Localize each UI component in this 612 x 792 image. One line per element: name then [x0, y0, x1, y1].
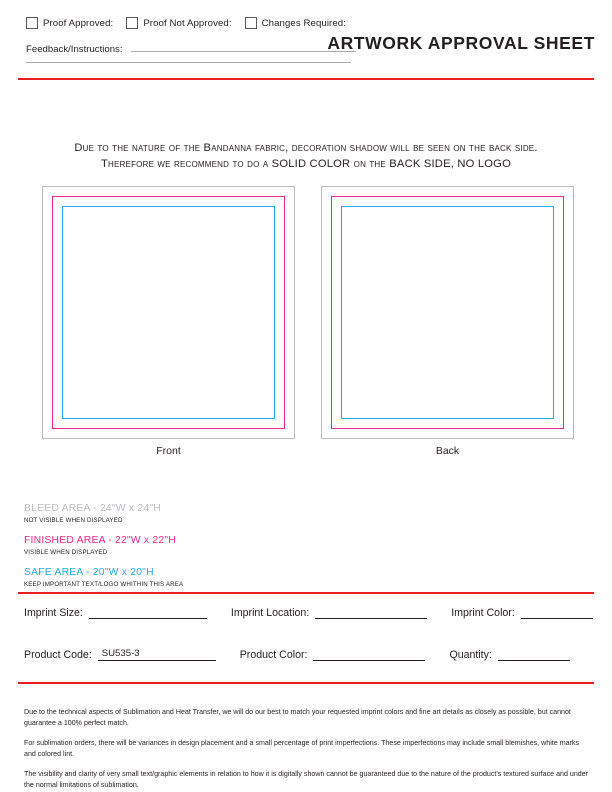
field-imprint-location[interactable]	[231, 606, 427, 619]
safe-area-box-front	[62, 206, 275, 419]
bandanna-notice	[0, 140, 612, 172]
legend-item-bleed	[24, 503, 354, 525]
label-product-color: Product Color:	[239, 649, 308, 661]
divider-top	[18, 78, 594, 80]
disclaimer-paragraph-3: The visibility and clarity of very small text/graphic elements in relation to how it is digitally shown cannot be guaranteed due to the nature of the product's textured surface and under the normal limitations of sublimation.	[24, 770, 589, 789]
divider-bottom	[18, 682, 594, 684]
feedback-input-line-1[interactable]	[131, 51, 356, 52]
legend-sub-bleed: NOT VISIBLE WHEN DISPLAYED	[24, 517, 123, 524]
label-quantity: Quantity:	[449, 649, 492, 661]
field-imprint-size[interactable]	[24, 606, 207, 619]
legend-item-safe	[24, 567, 354, 589]
feedback-row	[26, 44, 356, 55]
field-imprint-color[interactable]	[451, 606, 593, 619]
field-quantity[interactable]	[449, 648, 569, 661]
input-imprint-size[interactable]	[89, 606, 207, 619]
area-legend	[24, 503, 354, 589]
disclaimer-paragraph-1: Due to the technical aspects of Sublimation and Heat Transfer, we will do our best to match your requested imprint colors and fine art details as closely as possible, but cannot guarantee a 100% perfect match.	[24, 708, 571, 727]
label-imprint-color: Imprint Color:	[451, 607, 515, 619]
page-title: ARTWORK APPROVAL SHEET	[327, 33, 595, 53]
form-row-1	[24, 606, 588, 619]
input-imprint-color[interactable]	[521, 606, 593, 619]
feedback-input-line-2[interactable]	[26, 62, 351, 63]
feedback-label: Feedback/Instructions:	[26, 44, 123, 55]
bleed-area-box-back	[321, 186, 574, 439]
finished-area-box-back	[331, 196, 564, 429]
approval-checkbox-row	[26, 17, 359, 29]
checkbox-group-changes-required[interactable]	[245, 17, 346, 29]
disclaimer-section	[24, 700, 590, 790]
field-product-color[interactable]	[240, 648, 426, 661]
label-imprint-location: Imprint Location:	[230, 607, 310, 619]
input-product-code[interactable]	[98, 648, 216, 661]
label-product-code: Product Code:	[24, 649, 92, 661]
legend-sub-safe: KEEP IMPORTANT TEXT/LOGO WHITHIN THIS AREA	[24, 581, 184, 588]
input-imprint-location[interactable]	[315, 606, 427, 619]
notice-line-2: Therefore we recommend to do a SOLID COLOR on the BACK SIDE, NO LOGO	[101, 158, 511, 170]
disclaimer-paragraph-2: For sublimation orders, there will be variances in design placement and a small percentage of print imperfections. These imperfections may include small blemishes, white marks and colored lint.	[24, 739, 580, 758]
field-product-code[interactable]	[24, 648, 216, 661]
legend-title-safe: SAFE AREA - 20"W x 20"H	[24, 567, 154, 578]
header	[0, 0, 612, 72]
divider-middle	[18, 592, 594, 594]
checkbox-label-proof-approved: Proof Approved:	[43, 17, 114, 29]
input-quantity[interactable]	[498, 648, 570, 661]
label-imprint-size: Imprint Size:	[24, 607, 83, 619]
checkbox-proof-approved[interactable]	[26, 17, 38, 29]
form-row-2	[24, 648, 588, 661]
finished-area-box-front	[52, 196, 285, 429]
checkbox-group-proof-not-approved[interactable]	[126, 17, 231, 29]
value-product-code: SU535-3	[101, 648, 140, 659]
checkbox-label-changes-required: Changes Required:	[261, 17, 346, 29]
checkbox-label-proof-not-approved: Proof Not Approved:	[143, 17, 232, 29]
legend-item-finished	[24, 535, 354, 557]
artwork-panel-front	[42, 186, 295, 457]
panel-caption-front: Front	[156, 445, 181, 457]
legend-sub-finished: VISIBLE WHEN DISPLAYED	[24, 549, 108, 556]
checkbox-proof-not-approved[interactable]	[126, 17, 138, 29]
legend-title-finished: FINISHED AREA - 22"W x 22"H	[24, 535, 176, 546]
bleed-area-box-front	[42, 186, 295, 439]
checkbox-changes-required[interactable]	[245, 17, 257, 29]
panel-caption-back: Back	[435, 445, 460, 457]
notice-line-1: Due to the nature of the Bandanna fabric, decoration shadow will be seen on the back side.	[74, 142, 538, 154]
safe-area-box-back	[341, 206, 554, 419]
input-product-color[interactable]	[313, 648, 425, 661]
artwork-panel-back	[321, 186, 574, 457]
checkbox-group-proof-approved[interactable]	[26, 17, 113, 29]
legend-title-bleed: BLEED AREA - 24"W x 24"H	[24, 503, 161, 514]
